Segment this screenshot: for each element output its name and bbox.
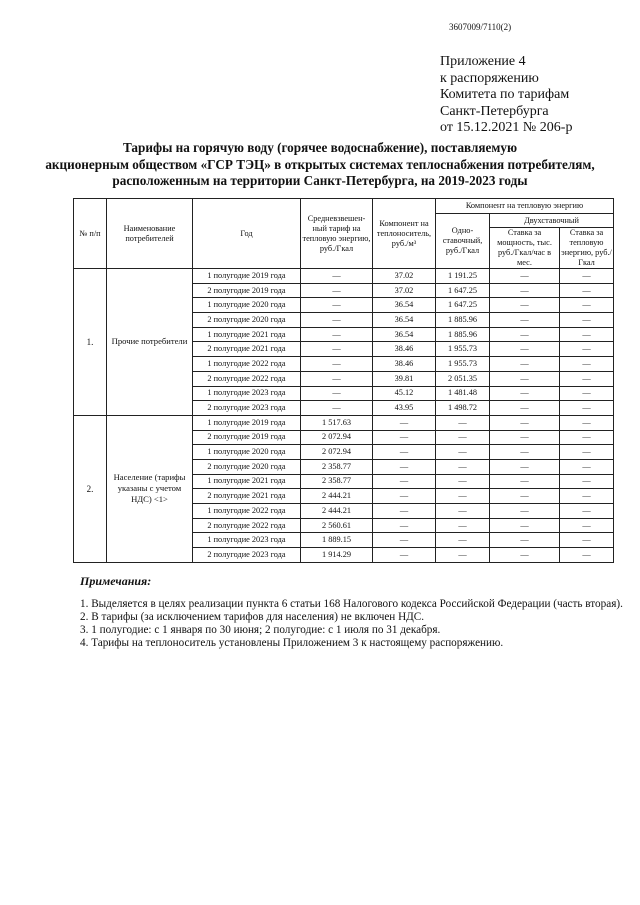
- period-cell: 1 полугодие 2021 года: [193, 474, 301, 489]
- table-body: [74, 269, 614, 563]
- note-item: 4. Тарифы на теплоноситель установлены Приложением 3 к настоящему распоряжению.: [80, 637, 504, 649]
- capacity-cell: —: [490, 518, 560, 533]
- appendix-line: к распоряжению: [440, 70, 539, 86]
- period-cell: 1 полугодие 2021 года: [193, 327, 301, 342]
- single-cell: —: [436, 459, 490, 474]
- capacity-cell: —: [490, 386, 560, 401]
- appendix-line: Приложение 4: [440, 54, 526, 69]
- capacity-cell: —: [490, 357, 560, 372]
- single-cell: —: [436, 518, 490, 533]
- period-cell: 1 полугодие 2023 года: [193, 386, 301, 401]
- single-cell: —: [436, 474, 490, 489]
- capacity-cell: —: [490, 401, 560, 416]
- carrier-cell: 43.95: [373, 401, 436, 416]
- period-cell: 2 полугодие 2020 года: [193, 459, 301, 474]
- avg-cell: —: [301, 283, 373, 298]
- avg-cell: —: [301, 401, 373, 416]
- single-cell: 2 051.35: [436, 371, 490, 386]
- capacity-cell: —: [490, 283, 560, 298]
- period-cell: 1 полугодие 2019 года: [193, 415, 301, 430]
- header-two-part: Двухставочный: [490, 214, 614, 228]
- carrier-cell: —: [373, 548, 436, 563]
- carrier-cell: 38.46: [373, 357, 436, 372]
- energy-cell: —: [560, 371, 614, 386]
- avg-cell: 2 358.77: [301, 474, 373, 489]
- header-name: Наименование потребителей: [107, 199, 193, 269]
- avg-cell: 2 444.21: [301, 504, 373, 519]
- energy-cell: —: [560, 445, 614, 460]
- energy-cell: —: [560, 504, 614, 519]
- single-cell: 1 498.72: [436, 401, 490, 416]
- energy-cell: —: [560, 327, 614, 342]
- energy-cell: —: [560, 357, 614, 372]
- capacity-cell: —: [490, 269, 560, 284]
- capacity-cell: —: [490, 459, 560, 474]
- energy-cell: —: [560, 313, 614, 328]
- period-cell: 2 полугодие 2021 года: [193, 342, 301, 357]
- period-cell: 2 полугодие 2022 года: [193, 371, 301, 386]
- capacity-cell: —: [490, 415, 560, 430]
- period-cell: 2 полугодие 2019 года: [193, 430, 301, 445]
- carrier-cell: —: [373, 489, 436, 504]
- carrier-cell: 39.81: [373, 371, 436, 386]
- group-number: 1.: [74, 269, 107, 416]
- capacity-cell: —: [490, 548, 560, 563]
- capacity-cell: —: [490, 533, 560, 548]
- table-row: [74, 269, 614, 284]
- avg-cell: 2 072.94: [301, 430, 373, 445]
- carrier-cell: 37.02: [373, 269, 436, 284]
- note-item: 3. 1 полугодие: с 1 января по 30 июня; 2 полугодие: с 1 июля по 31 декабря.: [80, 624, 441, 636]
- energy-cell: —: [560, 401, 614, 416]
- carrier-cell: —: [373, 459, 436, 474]
- table-row: [74, 415, 614, 430]
- header-avg-tariff: Средневзвешен-ный тариф на тепловую энергию, руб./Гкал: [301, 199, 373, 269]
- energy-cell: —: [560, 386, 614, 401]
- appendix-line: Комитета по тарифам: [440, 87, 570, 102]
- avg-cell: 2 358.77: [301, 459, 373, 474]
- avg-cell: —: [301, 357, 373, 372]
- energy-cell: —: [560, 283, 614, 298]
- carrier-cell: —: [373, 445, 436, 460]
- period-cell: 1 полугодие 2022 года: [193, 504, 301, 519]
- carrier-cell: —: [373, 430, 436, 445]
- header-year: Год: [193, 199, 301, 269]
- carrier-cell: 45.12: [373, 386, 436, 401]
- carrier-cell: 38.46: [373, 342, 436, 357]
- energy-cell: —: [560, 415, 614, 430]
- carrier-cell: —: [373, 474, 436, 489]
- header-single-rate: Одно-ставочный, руб./Гкал: [436, 214, 490, 269]
- period-cell: 2 полугодие 2023 года: [193, 548, 301, 563]
- energy-cell: —: [560, 474, 614, 489]
- single-cell: —: [436, 548, 490, 563]
- capacity-cell: —: [490, 371, 560, 386]
- capacity-cell: —: [490, 445, 560, 460]
- period-cell: 2 полугодие 2023 года: [193, 401, 301, 416]
- period-cell: 1 полугодие 2019 года: [193, 269, 301, 284]
- header-thermal-component: Компонент на тепловую энергию: [436, 199, 614, 214]
- avg-cell: 2 072.94: [301, 445, 373, 460]
- consumer-name: Прочие потребители: [107, 269, 193, 416]
- capacity-cell: —: [490, 474, 560, 489]
- carrier-cell: 36.54: [373, 313, 436, 328]
- avg-cell: —: [301, 371, 373, 386]
- avg-cell: —: [301, 342, 373, 357]
- capacity-cell: —: [490, 430, 560, 445]
- period-cell: 1 полугодие 2023 года: [193, 533, 301, 548]
- carrier-cell: —: [373, 415, 436, 430]
- single-cell: —: [436, 489, 490, 504]
- header-capacity-rate: Ставка за мощность, тыс. руб./Гкал/час в мес.: [490, 228, 560, 269]
- capacity-cell: —: [490, 342, 560, 357]
- group-number: 2.: [74, 415, 107, 562]
- capacity-cell: —: [490, 313, 560, 328]
- note-item: 2. В тарифы (за исключением тарифов для населения) не включен НДС.: [80, 611, 425, 623]
- title-line: акционерным обществом «ГСР ТЭЦ» в открытых системах теплоснабжения потребителям,: [45, 156, 595, 172]
- period-cell: 1 полугодие 2020 года: [193, 298, 301, 313]
- avg-cell: 2 444.21: [301, 489, 373, 504]
- carrier-cell: 36.54: [373, 327, 436, 342]
- avg-cell: —: [301, 386, 373, 401]
- header-energy-rate: Ставка за тепловую энергию, руб./Гкал: [561, 228, 612, 267]
- appendix-block: [440, 54, 572, 137]
- capacity-cell: —: [490, 327, 560, 342]
- single-cell: —: [436, 430, 490, 445]
- energy-cell: —: [560, 459, 614, 474]
- capacity-cell: —: [490, 489, 560, 504]
- energy-cell: —: [560, 548, 614, 563]
- single-cell: 1 955.73: [436, 357, 490, 372]
- single-cell: —: [436, 415, 490, 430]
- period-cell: 1 полугодие 2020 года: [193, 445, 301, 460]
- tariff-table: [73, 198, 614, 563]
- avg-cell: 1 517.63: [301, 415, 373, 430]
- carrier-cell: 36.54: [373, 298, 436, 313]
- consumer-name: Население (тарифы указаны с учетом НДС) <1>: [107, 415, 193, 562]
- avg-cell: —: [301, 269, 373, 284]
- title-line: Тарифы на горячую воду (горячее водоснабжение), поставляемую: [122, 140, 518, 155]
- notes-list: [80, 598, 623, 650]
- period-cell: 1 полугодие 2022 года: [193, 357, 301, 372]
- header-carrier-component: Компонент на теплоноситель, руб./м³: [373, 199, 436, 269]
- avg-cell: —: [301, 298, 373, 313]
- single-cell: 1 955.73: [436, 342, 490, 357]
- single-cell: —: [436, 445, 490, 460]
- capacity-cell: —: [490, 504, 560, 519]
- energy-cell: —: [560, 430, 614, 445]
- carrier-cell: —: [373, 518, 436, 533]
- energy-cell: —: [560, 518, 614, 533]
- title-line: расположенным на территории Санкт-Петербурга, на 2019-2023 годы: [112, 173, 528, 188]
- notes-title: Примечания:: [80, 574, 152, 588]
- single-cell: 1 885.96: [436, 313, 490, 328]
- appendix-line: от 15.12.2021 № 206-р: [440, 120, 573, 135]
- avg-cell: 1 889.15: [301, 533, 373, 548]
- document-number: 3607009/7110(2): [449, 22, 512, 32]
- single-cell: 1 647.25: [436, 298, 490, 313]
- header-num: № п/п: [74, 199, 107, 269]
- document-title: [20, 140, 620, 190]
- single-cell: 1 481.48: [436, 386, 490, 401]
- single-cell: —: [436, 504, 490, 519]
- energy-cell: —: [560, 342, 614, 357]
- carrier-cell: 37.02: [373, 283, 436, 298]
- capacity-cell: —: [490, 298, 560, 313]
- single-cell: 1 647.25: [436, 283, 490, 298]
- single-cell: 1 885.96: [436, 327, 490, 342]
- energy-cell: —: [560, 533, 614, 548]
- energy-cell: —: [560, 489, 614, 504]
- single-cell: 1 191.25: [436, 269, 490, 284]
- period-cell: 2 полугодие 2022 года: [193, 518, 301, 533]
- note-item: 1. Выделяется в целях реализации пункта 6 статьи 168 Налогового кодекса Российской Федерации (часть вторая).: [80, 598, 623, 610]
- period-cell: 2 полугодие 2021 года: [193, 489, 301, 504]
- avg-cell: 2 560.61: [301, 518, 373, 533]
- single-cell: —: [436, 533, 490, 548]
- avg-cell: —: [301, 327, 373, 342]
- energy-cell: —: [560, 269, 614, 284]
- period-cell: 2 полугодие 2019 года: [193, 283, 301, 298]
- period-cell: 2 полугодие 2020 года: [193, 313, 301, 328]
- avg-cell: —: [301, 313, 373, 328]
- avg-cell: 1 914.29: [301, 548, 373, 563]
- energy-cell: —: [560, 298, 614, 313]
- carrier-cell: —: [373, 533, 436, 548]
- carrier-cell: —: [373, 504, 436, 519]
- appendix-line: Санкт-Петербурга: [440, 103, 549, 119]
